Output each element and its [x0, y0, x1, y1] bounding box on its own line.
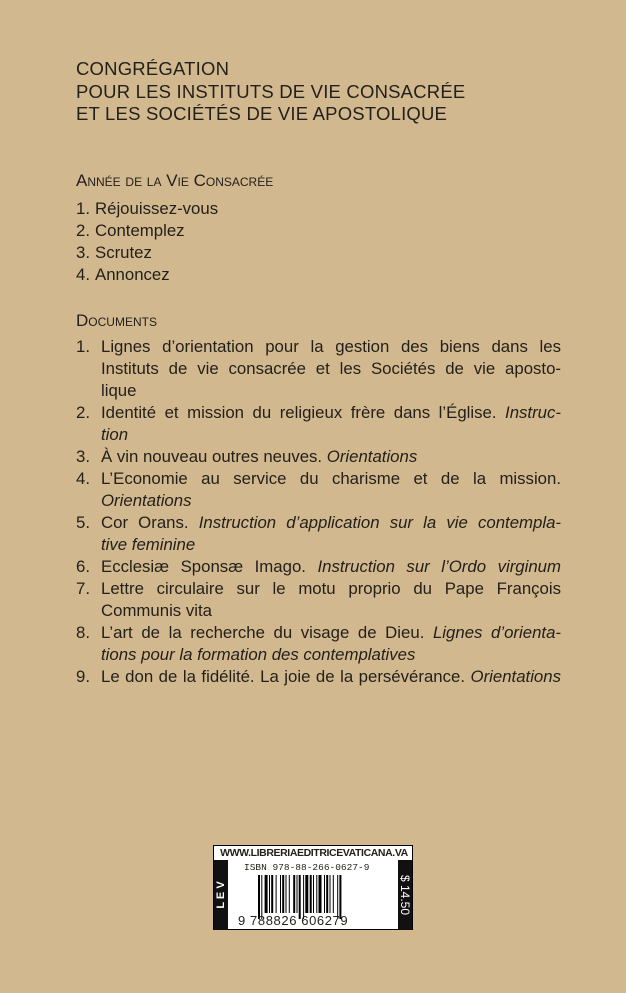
- document-line: [101, 512, 561, 534]
- list-item: Réjouissez-vous: [95, 199, 219, 218]
- document-line: [101, 336, 561, 358]
- barcode-bar: [276, 875, 277, 913]
- list-item: Contemplez: [95, 221, 185, 240]
- barcode-bar: [326, 875, 328, 913]
- barcode-bar: [265, 875, 268, 913]
- document-line: [101, 468, 561, 490]
- document-type: tion: [101, 425, 129, 444]
- barcode-bar: [286, 875, 287, 913]
- document-type: Orientations: [326, 447, 418, 466]
- document-type: Orientations: [101, 491, 192, 510]
- document-line: [101, 578, 561, 600]
- barcode-bar: [330, 875, 331, 913]
- list-number: 2.: [76, 403, 90, 422]
- publisher-logo: L E V: [215, 881, 227, 909]
- list-item: Scrutez: [95, 243, 152, 262]
- barcode-label: [213, 845, 413, 930]
- document-title: Le don de la fidélité. La joie de la persévérance.: [101, 667, 471, 686]
- document-title: Ecclesiæ Sponsæ Imago.: [101, 557, 318, 576]
- document-line: [101, 424, 561, 446]
- list-number: 4.: [76, 265, 90, 284]
- barcode-bar: [280, 875, 281, 913]
- document-title: Communis vita: [101, 601, 212, 620]
- document-line: [101, 666, 561, 688]
- list-number: 5.: [76, 513, 90, 532]
- list-number: 7.: [76, 579, 90, 598]
- document-type: Instruction d’application sur la vie contempla-: [198, 513, 561, 532]
- barcode-bar: [269, 875, 270, 913]
- document-line: [101, 644, 561, 666]
- price: $ 14.50: [398, 874, 412, 916]
- list-number: 3.: [76, 243, 90, 262]
- list-number: 1.: [76, 199, 90, 218]
- isbn: ISBN 978-88-266-0627-9: [244, 862, 370, 873]
- header-line: CONGRÉGATION: [76, 58, 230, 79]
- barcode-bar: [316, 875, 317, 913]
- barcode-bar: [271, 875, 273, 913]
- header-line: ET LES SOCIÉTÉS DE VIE APOSTOLIQUE: [76, 103, 448, 124]
- list-number: 9.: [76, 667, 90, 686]
- document-title: Lignes d’orientation pour la gestion des biens dans les: [101, 337, 561, 356]
- barcode-bar: [282, 875, 284, 913]
- barcode-bar: [293, 875, 295, 913]
- document-line: [101, 622, 561, 644]
- barcode-bar: [313, 875, 314, 913]
- document-title: Identité et mission du religieux frère dans l’Église.: [101, 403, 506, 422]
- publisher-url: WWW.LIBRERIAEDITRICEVATICANA.VA: [220, 847, 408, 859]
- document-title: Instituts de vie consacrée et les Sociétés de vie aposto-: [101, 359, 561, 378]
- list-item: Annoncez: [95, 265, 170, 284]
- document-line: [101, 446, 561, 468]
- barcode-bar: [333, 875, 334, 913]
- document-line: [101, 556, 561, 578]
- document-title: L’Economie au service du charisme et de la mission.: [101, 469, 561, 488]
- document-line: [101, 490, 561, 512]
- document-line: [101, 358, 561, 380]
- document-title: L’art de la recherche du visage de Dieu.: [101, 623, 433, 642]
- document-line: [101, 380, 561, 402]
- ean-number: 9 788826 606279: [238, 913, 349, 928]
- document-title: Cor Orans.: [101, 513, 199, 532]
- document-line: [101, 600, 561, 622]
- document-type: tive feminine: [101, 535, 196, 554]
- document-type: Instruc-: [505, 403, 561, 422]
- barcode-bar: [324, 875, 325, 913]
- barcode-bar: [310, 875, 312, 913]
- document-line: [101, 402, 561, 424]
- barcode-bar: [319, 875, 322, 913]
- list-number: 6.: [76, 557, 90, 576]
- list-number: 3.: [76, 447, 90, 466]
- document-title: lique: [101, 381, 137, 400]
- document-type: Instruction sur l’Ordo virginum: [317, 557, 561, 576]
- document-type: Lignes d’orienta-: [432, 623, 561, 642]
- price-strip: [398, 860, 412, 930]
- barcode-bar: [305, 875, 308, 913]
- barcode-bar: [297, 875, 298, 913]
- publisher-strip: [214, 860, 228, 930]
- document-type: Orientations: [470, 667, 561, 686]
- year-section-heading: Année de la Vie Consacrée: [76, 171, 274, 190]
- document-title: À vin nouveau outres neuves.: [101, 447, 327, 466]
- list-number: 4.: [76, 469, 90, 488]
- document-type: tions pour la formation des contemplatives: [101, 645, 416, 664]
- documents-heading: Documents: [76, 311, 157, 330]
- header-line: POUR LES INSTITUTS DE VIE CONSACRÉE: [76, 81, 466, 102]
- list-number: 1.: [76, 337, 90, 356]
- document-title: Lettre circulaire sur le motu proprio du Pape François: [101, 579, 561, 598]
- document-line: [101, 534, 561, 556]
- list-number: 8.: [76, 623, 90, 642]
- list-number: 2.: [76, 221, 90, 240]
- barcode-bar: [289, 875, 290, 913]
